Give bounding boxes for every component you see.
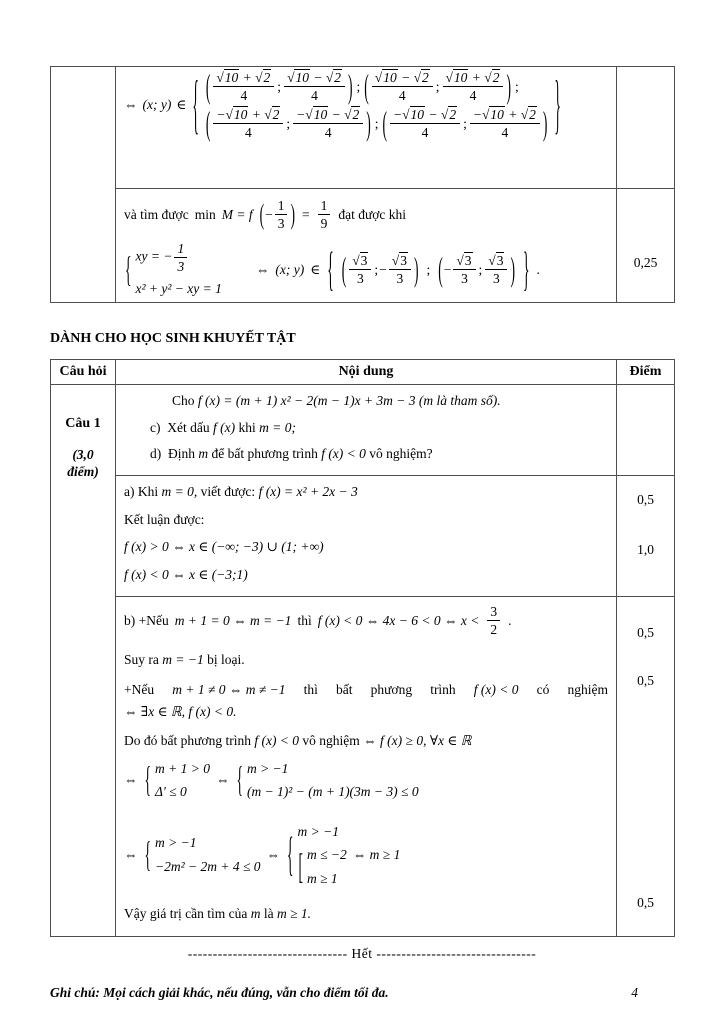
minus-sign: − bbox=[443, 261, 452, 277]
equation: −2m² − 2m + 4 ≤ 0 bbox=[154, 859, 261, 875]
period: . bbox=[536, 261, 540, 277]
equation-system bbox=[144, 760, 210, 801]
fraction: $\frac{-√10 - √2}{4}$ bbox=[390, 107, 460, 140]
equation-system-nested bbox=[286, 823, 347, 888]
fraction: $\frac{1}{9}$ bbox=[318, 198, 331, 231]
separator: ; bbox=[356, 78, 361, 94]
minus-sign: − bbox=[265, 206, 273, 222]
set-line-1 bbox=[205, 67, 549, 105]
fraction: $\frac{√3}{3}$ bbox=[389, 253, 411, 286]
part-b-line-5 bbox=[124, 732, 608, 750]
math: f (x) < 0 ⇔ 4x − 6 < 0 ⇔ x < bbox=[317, 613, 480, 629]
left-brace: { bbox=[287, 827, 294, 881]
system-lines bbox=[298, 823, 347, 888]
element-of-symbol: ∈ bbox=[176, 97, 187, 113]
column-header-content: Nội dung bbox=[116, 360, 617, 385]
minus-sign: − bbox=[379, 261, 387, 277]
iff-symbol: ⇔ bbox=[266, 847, 281, 863]
separator: ; bbox=[426, 261, 431, 277]
iff-symbol: ⇔ bbox=[215, 772, 230, 788]
math: f (x) bbox=[212, 419, 236, 435]
right-paren: ) bbox=[510, 250, 515, 288]
separator: ; bbox=[463, 116, 467, 132]
part-b-conclusion bbox=[124, 905, 608, 923]
set-line-2 bbox=[205, 104, 549, 142]
points-list bbox=[625, 479, 666, 558]
question-id-cell-empty bbox=[51, 67, 116, 303]
points-value: 1,0 bbox=[637, 541, 654, 557]
math: m ≥ 1. bbox=[276, 906, 311, 922]
system-chain-1 bbox=[124, 760, 608, 801]
text: viết được: bbox=[200, 484, 256, 500]
column-header-question: Câu hỏi bbox=[51, 360, 116, 385]
text: Suy ra bbox=[124, 652, 159, 668]
separator: ; bbox=[435, 78, 440, 94]
fraction: $\frac{√3}{3}$ bbox=[453, 253, 475, 286]
table-row-part-b bbox=[51, 597, 675, 937]
left-paren: ( bbox=[438, 250, 443, 288]
coordinate-pair bbox=[437, 250, 516, 288]
iff-symbol: ⇔ bbox=[124, 97, 138, 113]
math: m bbox=[250, 906, 261, 922]
xy-pair: (x; y) bbox=[142, 97, 172, 113]
text: có bbox=[536, 681, 550, 697]
math: f (x) < 0 bbox=[321, 446, 366, 462]
left-paren: ( bbox=[205, 67, 211, 105]
left-paren: ( bbox=[382, 104, 387, 142]
points-cell bbox=[617, 597, 675, 937]
system-result: ⇔ m ≥ 1 bbox=[352, 847, 401, 863]
part-b-line-4: ⇔ ∃x ∈ ℝ, f (x) < 0. bbox=[124, 703, 237, 719]
right-brace: } bbox=[522, 242, 530, 295]
fraction: $\frac{-√10 + √2}{4}$ bbox=[213, 107, 283, 140]
end-divider: -------------------------------- Hết -------------------------------- bbox=[187, 945, 537, 961]
note: (m là tham số). bbox=[418, 393, 501, 409]
text: Vậy giá trị cần tìm của bbox=[124, 906, 248, 922]
left-paren: ( bbox=[205, 104, 211, 142]
text: vô nghiệm? bbox=[369, 446, 433, 462]
coordinate-pair bbox=[341, 250, 420, 288]
equation: m + 1 > 0 bbox=[154, 760, 210, 776]
right-paren: ) bbox=[290, 198, 295, 230]
text: b) +Nếu bbox=[124, 613, 169, 629]
coordinate-pair bbox=[205, 67, 354, 105]
fraction: $\frac{-√10 - √2}{4}$ bbox=[293, 107, 363, 140]
section-heading: DÀNH CHO HỌC SINH KHUYẾT TẬT bbox=[50, 331, 296, 346]
part-b-line-3 bbox=[124, 681, 608, 699]
text: trình bbox=[430, 681, 456, 697]
right-paren: ) bbox=[506, 67, 511, 105]
or-lines bbox=[307, 846, 347, 887]
equation: xy = − $\frac{1}{3}$ bbox=[135, 241, 221, 274]
math: f (x) = (m + 1) x² − 2(m − 1)x + 3m − 3 bbox=[197, 393, 416, 409]
fraction: $\frac{1}{3}$ bbox=[275, 198, 288, 231]
math: m = −1 bbox=[162, 652, 204, 668]
equation-system bbox=[235, 760, 418, 801]
right-brace: } bbox=[554, 67, 561, 141]
equation: m > −1 bbox=[297, 823, 339, 839]
separator: ; bbox=[374, 116, 379, 132]
fraction: $\frac{√3}{3}$ bbox=[349, 253, 371, 286]
text: và tìm được bbox=[124, 206, 189, 222]
left-brace: { bbox=[144, 834, 151, 875]
solution-cell-coordinates bbox=[116, 67, 617, 189]
system-lines bbox=[247, 760, 419, 801]
coordinate-pair bbox=[363, 67, 512, 105]
page-number: 4 bbox=[631, 985, 638, 1001]
iff-symbol: ⇔ bbox=[255, 261, 270, 277]
points-value: 0,25 bbox=[633, 255, 658, 271]
system-and-result bbox=[124, 241, 608, 298]
equation: Δ' ≤ 0 bbox=[154, 784, 187, 800]
separator: ; bbox=[286, 116, 291, 132]
text: nghiệm bbox=[567, 681, 608, 697]
left-brace: { bbox=[236, 759, 243, 800]
math: ⇔ f (x) ≥ 0, ∀x ∈ ℝ bbox=[363, 733, 472, 749]
fraction: $\frac{√3}{3}$ bbox=[485, 253, 507, 286]
table-row bbox=[51, 189, 675, 303]
system-chain-2 bbox=[124, 823, 608, 888]
function-argument bbox=[259, 198, 296, 231]
left-brace: { bbox=[125, 248, 132, 290]
fraction: $\frac{1}{3}$ bbox=[174, 241, 187, 274]
part-a-line-3: f (x) > 0 ⇔ x ∈ (−∞; −3) ∪ (1; +∞) bbox=[124, 539, 324, 555]
math: f (x) < 0 bbox=[254, 733, 300, 749]
header-row bbox=[51, 360, 675, 385]
min-statement bbox=[124, 198, 608, 231]
solution-set bbox=[205, 67, 549, 142]
text: +Nếu bbox=[124, 681, 155, 697]
equation: x² + y² − xy = 1 bbox=[135, 281, 222, 297]
math: f (x) < 0 bbox=[473, 681, 519, 697]
math: m + 1 = 0 ⇔ m = −1 bbox=[174, 613, 292, 629]
right-paren: ) bbox=[366, 104, 371, 142]
table-row bbox=[51, 67, 675, 189]
text: phương bbox=[370, 681, 413, 697]
text: thì bbox=[297, 613, 312, 629]
left-brace: { bbox=[327, 242, 334, 295]
system-lines bbox=[155, 760, 210, 801]
item-label: c) bbox=[150, 419, 161, 435]
points-cell bbox=[617, 476, 675, 597]
part-b-line-1 bbox=[124, 604, 608, 637]
question-label: Câu 1 bbox=[65, 416, 101, 432]
system-lines bbox=[155, 834, 261, 875]
text: bị loại. bbox=[207, 652, 245, 668]
right-paren: ) bbox=[542, 104, 548, 142]
math: M = f bbox=[221, 206, 253, 222]
equation: m > −1 bbox=[154, 835, 197, 851]
question-statement-cell bbox=[116, 385, 617, 476]
coordinate-set-formula bbox=[124, 67, 608, 142]
left-bracket: [ bbox=[298, 845, 304, 887]
math: f (x) = x² + 2x − 3 bbox=[258, 484, 358, 500]
separator: ; bbox=[514, 78, 519, 94]
text: là bbox=[263, 906, 274, 922]
text: bất bbox=[336, 681, 353, 697]
text: Cho bbox=[172, 393, 195, 409]
equals-sign: = bbox=[301, 206, 310, 222]
points-value: 0,5 bbox=[637, 625, 654, 641]
answer-table-top bbox=[50, 66, 675, 303]
points-cell-empty bbox=[617, 385, 675, 476]
fraction: $\frac{√10 + √2}{4}$ bbox=[443, 70, 504, 103]
solution-cell-min bbox=[116, 189, 617, 303]
question-points-label: (3,0 điểm) bbox=[67, 446, 99, 480]
left-brace: { bbox=[192, 67, 199, 141]
question-part-c bbox=[124, 419, 608, 437]
answer-table-main bbox=[50, 359, 675, 937]
period: . bbox=[508, 613, 512, 629]
separator: ; bbox=[374, 261, 379, 277]
part-a-line-1 bbox=[124, 483, 608, 501]
points-value: 0,5 bbox=[637, 672, 654, 688]
fraction: $\frac{3}{2}$ bbox=[487, 604, 500, 637]
separator: ; bbox=[277, 78, 282, 94]
xy-pair: (x; y) bbox=[275, 261, 305, 277]
fraction: $\frac{√10 - √2}{4}$ bbox=[284, 70, 345, 103]
footer-note: Ghi chú: Mọi cách giải khác, nếu đúng, vẫn cho điểm tối đa. bbox=[50, 985, 389, 1001]
fraction: $\frac{√10 + √2}{4}$ bbox=[213, 70, 274, 103]
text: Định bbox=[168, 446, 195, 462]
points-value: 0,5 bbox=[637, 894, 654, 910]
equation-system bbox=[124, 241, 222, 298]
left-paren: ( bbox=[259, 198, 265, 230]
math: m = 0, bbox=[161, 484, 198, 500]
question-part-d bbox=[124, 445, 608, 463]
equation: (m − 1)² − (m + 1)(3m − 3) ≤ 0 bbox=[246, 784, 419, 800]
left-paren: ( bbox=[364, 67, 369, 105]
text: a) Khi bbox=[124, 484, 159, 500]
text: thì bbox=[303, 681, 318, 697]
text: để bất phương trình bbox=[211, 446, 318, 462]
equation: m ≥ 1 bbox=[307, 870, 338, 886]
coordinate-pair bbox=[205, 104, 372, 142]
equation: m ≤ −2 bbox=[307, 847, 347, 863]
item-label: d) bbox=[150, 446, 162, 462]
text: Xét dấu bbox=[167, 419, 210, 435]
min-operator: min bbox=[194, 206, 216, 222]
equation: m > −1 bbox=[246, 760, 289, 776]
math: m = 0; bbox=[259, 419, 296, 435]
separator: ; bbox=[478, 261, 483, 277]
math: m + 1 ≠ 0 ⇔ m ≠ −1 bbox=[172, 681, 286, 697]
part-b-line-2 bbox=[124, 651, 608, 669]
part-a-line-2: Kết luận được: bbox=[124, 511, 205, 527]
solution-cell-part-b bbox=[116, 597, 617, 937]
solution-cell-part-a bbox=[116, 476, 617, 597]
coordinate-pair bbox=[382, 104, 549, 142]
text: vô nghiệm bbox=[302, 733, 360, 749]
text: Do đó bất phương trình bbox=[124, 733, 251, 749]
left-brace: { bbox=[144, 759, 151, 800]
question-statement bbox=[124, 392, 608, 410]
points-value: 0,5 bbox=[637, 492, 654, 508]
right-paren: ) bbox=[348, 67, 353, 105]
points-list bbox=[625, 600, 666, 917]
column-header-points: Điểm bbox=[617, 360, 675, 385]
equation-system bbox=[144, 834, 261, 875]
iff-symbol: ⇔ bbox=[124, 772, 138, 788]
fraction: $\frac{-√10 + √2}{4}$ bbox=[470, 107, 540, 140]
part-a-line-4: f (x) < 0 ⇔ x ∈ (−3;1) bbox=[124, 566, 248, 582]
text: đạt được khi bbox=[338, 206, 407, 222]
table-row-part-a bbox=[51, 476, 675, 597]
element-of-symbol: ∈ bbox=[310, 261, 321, 277]
fraction: $\frac{√10 - √2}{4}$ bbox=[372, 70, 433, 103]
system-lines bbox=[135, 241, 221, 298]
text: khi bbox=[238, 419, 256, 435]
question-id-cell bbox=[51, 385, 116, 937]
right-paren: ) bbox=[413, 250, 419, 288]
left-paren: ( bbox=[341, 250, 347, 288]
table-row-question bbox=[51, 385, 675, 476]
math: m bbox=[198, 446, 209, 462]
points-cell bbox=[617, 189, 675, 303]
points-cell-empty bbox=[617, 67, 675, 189]
iff-symbol: ⇔ bbox=[124, 847, 138, 863]
or-cases bbox=[298, 846, 347, 887]
